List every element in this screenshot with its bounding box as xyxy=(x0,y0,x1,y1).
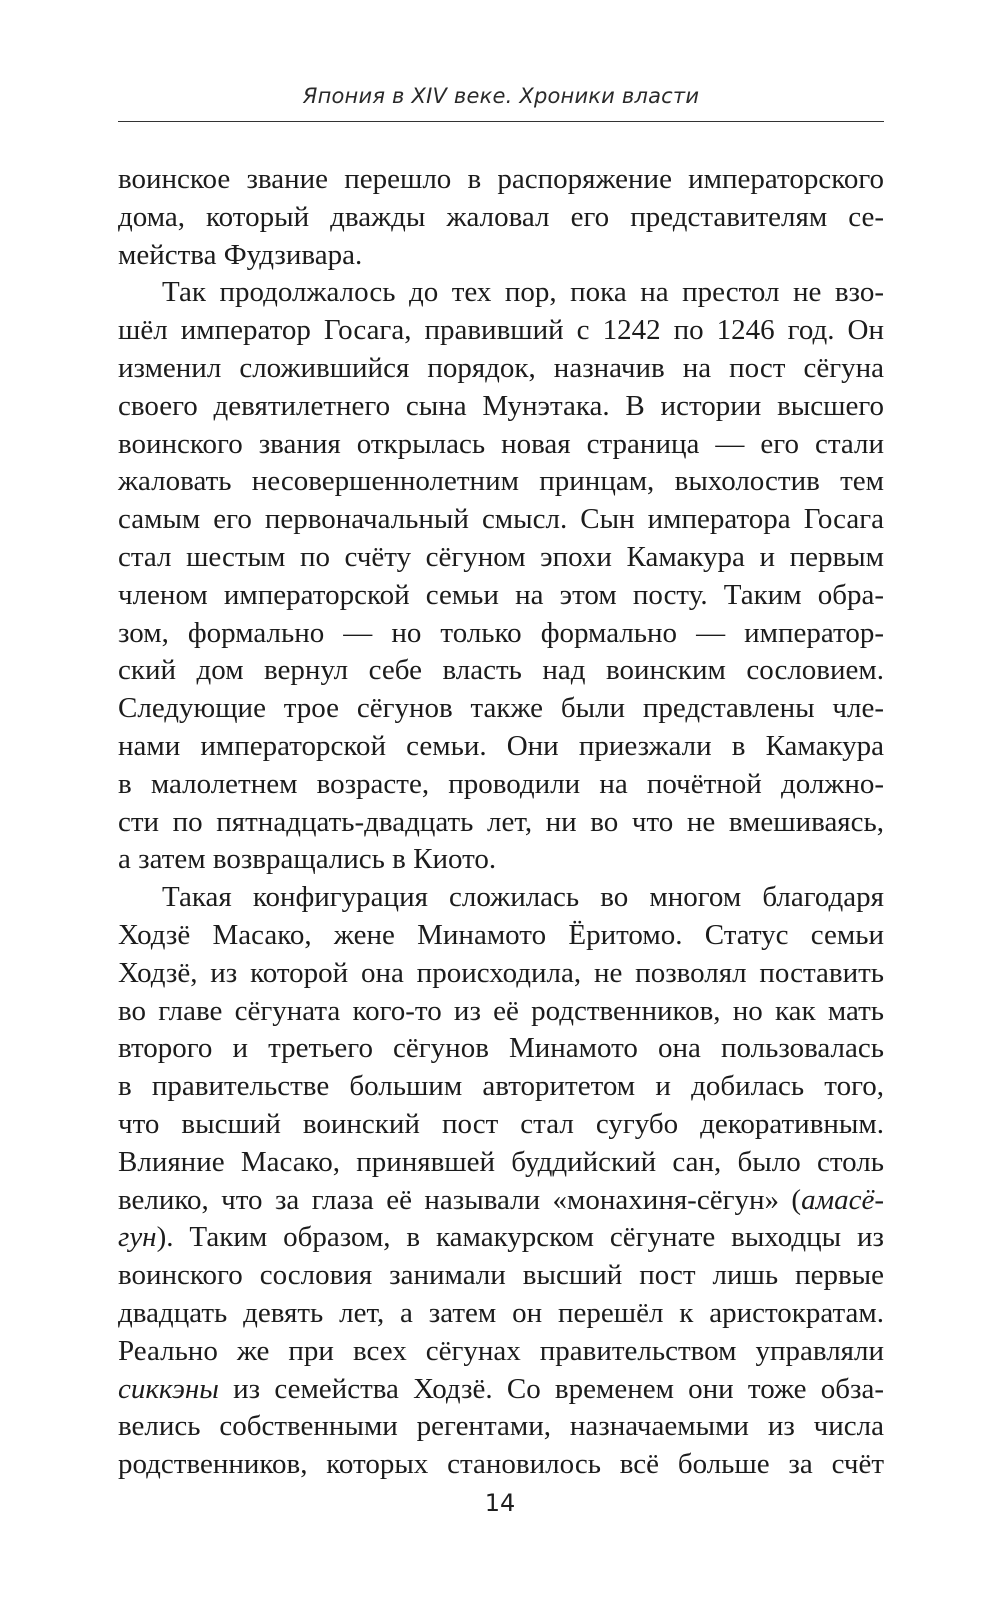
text-line: в правительстве большим авторитетом и добилась того, xyxy=(118,1070,884,1103)
text-run: из семейства Ходзё. Со временем они тоже обза- xyxy=(218,1372,884,1405)
text-line: двадцать девять лет, а затем он перешёл к аристократам. xyxy=(118,1296,884,1329)
text-run: ). Таким образом, в камакурском сёгунате выходцы из xyxy=(156,1221,884,1254)
text-line: своего девятилетнего сына Мунэтака. В истории высшего xyxy=(118,389,884,422)
text-line: зом, формально — но только формально — император- xyxy=(118,616,884,649)
text-line xyxy=(118,1182,884,1220)
text-line: самым его первоначальный смысл. Сын императора Госага xyxy=(118,503,884,536)
text-line: а затем возвращались в Киото. xyxy=(118,843,497,876)
text-line: Влияние Масако, принявшей буддийский сан, было столь xyxy=(118,1145,884,1178)
text-line xyxy=(118,1371,884,1409)
page-body xyxy=(118,161,884,1484)
italic-term: сиккэны xyxy=(118,1372,219,1405)
text-line: дома, который дважды жаловал его представителям се- xyxy=(118,200,884,233)
text-line: воинского звания открылась новая страница — его стали xyxy=(118,427,884,460)
text-line: что высший воинский пост стал сугубо декоративным. xyxy=(118,1107,884,1140)
text-line: Следующие трое сёгунов также были представлены чле- xyxy=(118,692,884,725)
text-line: членом императорской семьи на этом посту. Таким обра- xyxy=(118,578,884,611)
text-line: жаловать несовершеннолетним принцам, выхолостив тем xyxy=(118,465,884,498)
text-line: велись собственными регентами, назначаемыми из числа xyxy=(118,1410,884,1443)
italic-term: амасё- xyxy=(801,1183,884,1216)
text-line: в малолетнем возрасте, проводили на почётной должно- xyxy=(118,767,884,800)
text-line: шёл император Госага, правивший с 1242 по 1246 год. Он xyxy=(118,314,884,347)
page-number: 14 xyxy=(484,1489,516,1517)
text-line: воинского сословия занимали высший пост лишь первые xyxy=(118,1259,884,1292)
text-line: мейства Фудзивара. xyxy=(118,238,363,271)
text-run: велико, что за глаза её называли «монахиня-сёгун» ( xyxy=(118,1183,802,1216)
text-line: родственников, которых становилось всё больше за счёт xyxy=(118,1448,884,1481)
text-line: Ходзё, из которой она происходила, не позволял поставить xyxy=(118,956,884,989)
text-line xyxy=(118,1219,884,1257)
text-line: ский дом вернул себе власть над воинским сословием. xyxy=(118,654,884,687)
text-line: нами императорской семьи. Они приезжали в Камакура xyxy=(118,729,884,762)
italic-term: гун xyxy=(118,1221,157,1254)
text-line: Ходзё Масако, жене Минамото Ёритомо. Статус семьи xyxy=(118,918,884,951)
text-line: Такая конфигурация сложилась во многом благодаря xyxy=(162,881,884,914)
text-line: Так продолжалось до тех пор, пока на престол не взо- xyxy=(162,276,884,309)
text-line: во главе сёгуната кого-то из её родственников, но как мать xyxy=(118,994,884,1027)
text-line: второго и третьего сёгунов Минамото она пользовалась xyxy=(118,1032,884,1065)
text-line: изменил сложившийся порядок, назначив на пост сёгуна xyxy=(118,351,884,384)
text-line: воинское звание перешло в распоряжение императорского xyxy=(118,163,884,195)
running-header: Япония в XIV веке. Хроники власти xyxy=(302,84,700,108)
text-line: стал шестым по счёту сёгуном эпохи Камакура и первым xyxy=(118,540,884,573)
header-rule xyxy=(118,121,884,122)
text-line: сти по пятнадцать-двадцать лет, ни во что не вмешиваясь, xyxy=(118,805,884,838)
text-line: Реально же при всех сёгунах правительством управляли xyxy=(118,1334,884,1367)
